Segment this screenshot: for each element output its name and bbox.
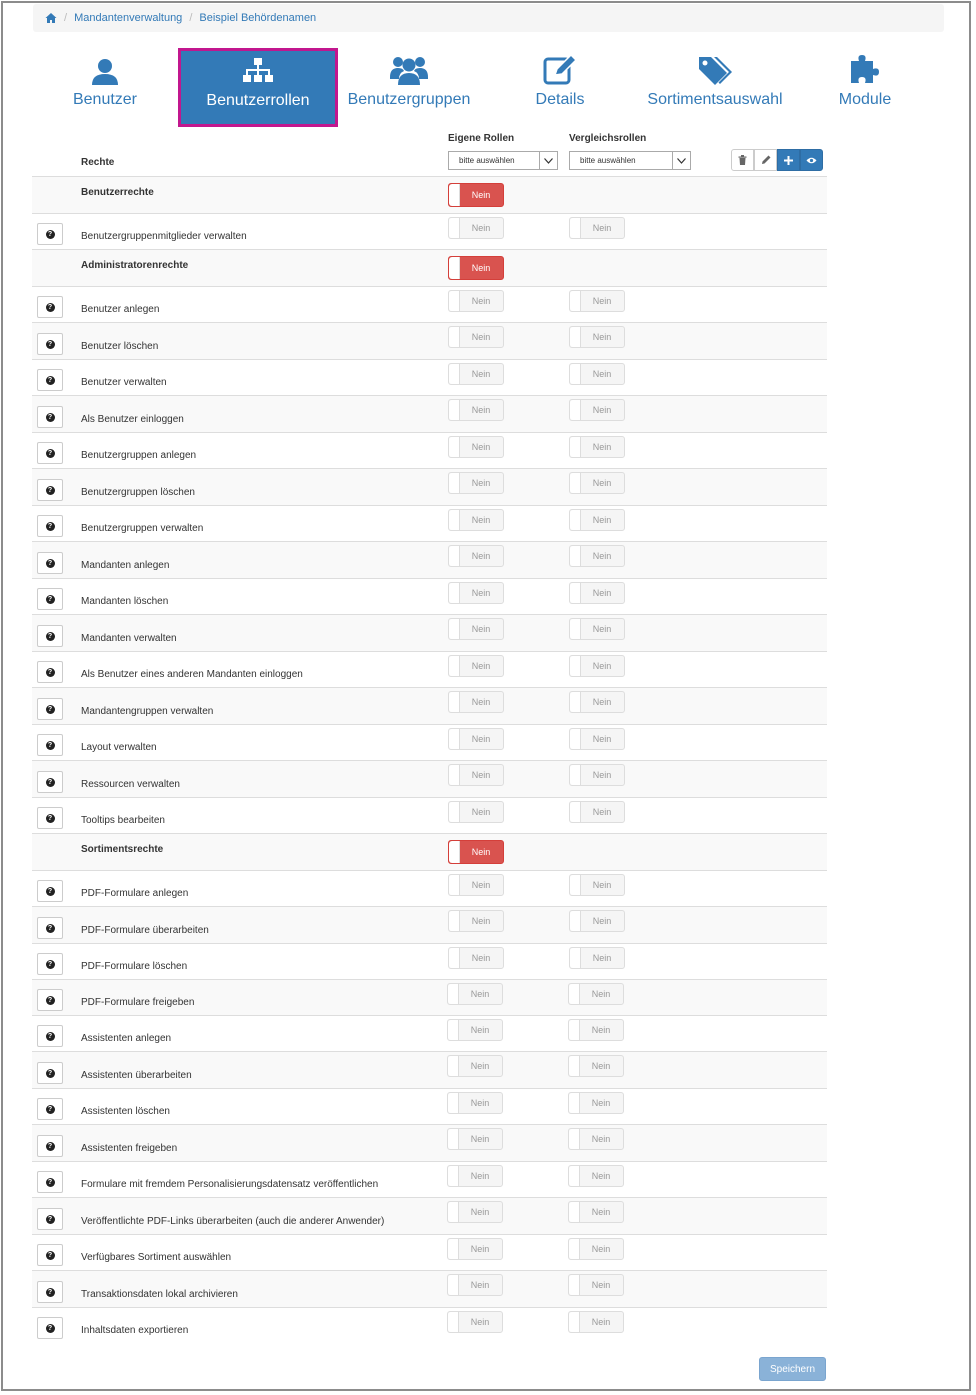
permissions-table [32, 176, 827, 1343]
sitemap-icon [242, 58, 274, 86]
permission-label: Verfügbares Sortiment auswählen [81, 1252, 232, 1263]
group-toggle[interactable] [448, 183, 504, 207]
toggle-label: Nein [471, 953, 491, 963]
toggle-label: Nein [592, 953, 612, 963]
eigene-rolle-toggle[interactable] [447, 1238, 503, 1260]
toggle-label: Nein [592, 624, 612, 634]
eigene-rolle-toggle[interactable] [448, 728, 504, 750]
permission-label: Benutzer verwalten [81, 377, 167, 388]
permission-label: Tooltips bearbeiten [81, 815, 165, 826]
question-circle-icon: ? [46, 1032, 55, 1041]
plus-icon [784, 156, 793, 165]
eigene-rolle-toggle[interactable] [447, 983, 503, 1005]
question-circle-icon: ? [46, 741, 55, 750]
tab-label: Benutzerrollen [206, 92, 310, 109]
permission-row [32, 943, 827, 979]
vergleichsrolle-toggle[interactable] [569, 618, 625, 640]
toggle-label: Nein [592, 369, 612, 379]
tab-benutzer[interactable] [50, 46, 160, 126]
add-role-button[interactable] [777, 149, 800, 171]
toggle-label: Nein [591, 1098, 611, 1108]
view-role-button[interactable] [800, 149, 823, 171]
vergleichsrollen-select[interactable] [569, 151, 691, 170]
toggle-label: Nein [592, 880, 612, 890]
eigene-rollen-select[interactable] [448, 151, 558, 170]
permission-label: Benutzer löschen [81, 341, 159, 352]
toggle-label: Nein [591, 1207, 611, 1217]
vergleichsrolle-toggle[interactable] [568, 1311, 624, 1333]
help-button[interactable] [37, 917, 63, 939]
eigene-rolle-toggle[interactable] [448, 582, 504, 604]
toggle-label: Nein [591, 1280, 611, 1290]
toggle-label: Nein [591, 1171, 611, 1181]
permission-row [32, 1197, 827, 1234]
permission-row [32, 213, 827, 249]
permission-label: Benutzergruppenmitglieder verwalten [81, 231, 247, 242]
eigene-rolle-toggle[interactable] [447, 1311, 503, 1333]
permission-label: Mandanten anlegen [81, 560, 170, 571]
user-icon [91, 57, 119, 85]
breadcrumb-link-mandantenverwaltung[interactable]: Mandantenverwaltung [74, 12, 183, 24]
permission-row [32, 1307, 827, 1343]
help-button[interactable] [37, 552, 63, 574]
vergleichsrolle-toggle[interactable] [569, 545, 625, 567]
toggle-label: Nein [471, 515, 491, 525]
permission-label: Benutzergruppen anlegen [81, 450, 197, 461]
vergleichsrolle-toggle[interactable] [568, 983, 624, 1005]
question-circle-icon: ? [46, 376, 55, 385]
eigene-rolle-toggle[interactable] [447, 1165, 503, 1187]
vergleichsrolle-toggle[interactable] [568, 1128, 624, 1150]
help-button[interactable] [37, 1171, 63, 1193]
toggle-label: Nein [471, 369, 491, 379]
permission-row [32, 1234, 827, 1270]
toggle-label: Nein [471, 223, 491, 233]
help-button[interactable] [37, 296, 63, 318]
permission-row [32, 286, 827, 322]
help-button[interactable] [37, 807, 63, 829]
permission-label: Assistenten überarbeiten [81, 1070, 192, 1081]
toggle-label: Nein [592, 807, 612, 817]
vergleichsrolle-toggle[interactable] [569, 691, 625, 713]
help-button[interactable] [37, 442, 63, 464]
toggle-label: Nein [592, 442, 612, 452]
toggle-label: Nein [592, 661, 612, 671]
toggle-label: Nein [592, 478, 612, 488]
group-toggle[interactable] [448, 840, 504, 864]
toggle-label: Nein [471, 624, 491, 634]
help-button[interactable] [37, 1281, 63, 1303]
permission-label: Als Benutzer eines anderen Mandanten einloggen [81, 669, 303, 680]
question-circle-icon: ? [46, 778, 55, 787]
tab-benutzerrollen[interactable] [178, 48, 338, 127]
help-button[interactable] [37, 1208, 63, 1230]
tab-label: Sortimentsauswahl [647, 91, 783, 108]
help-button[interactable] [37, 698, 63, 720]
vergleichsrolle-toggle[interactable] [568, 1238, 624, 1260]
question-circle-icon: ? [46, 887, 55, 896]
help-button[interactable] [37, 588, 63, 610]
toggle-label: Nein [470, 1207, 490, 1217]
permission-label: Formulare mit fremdem Personalisierungsdatensatz veröffentlichen [81, 1179, 379, 1190]
permission-label: Ressourcen verwalten [81, 779, 180, 790]
question-circle-icon: ? [46, 814, 55, 823]
toggle-label: Nein [470, 1244, 490, 1254]
permission-group-label: Sortimentsrechte [81, 844, 164, 855]
chevron-down-icon [539, 152, 557, 169]
tags-icon [697, 55, 733, 85]
eigene-rolle-toggle[interactable] [447, 1128, 503, 1150]
help-button[interactable] [37, 734, 63, 756]
toggle-label: Nein [471, 661, 491, 671]
permission-group-row [32, 833, 827, 870]
role-action-buttons [731, 149, 823, 171]
permission-row [32, 1124, 827, 1161]
puzzle-icon [849, 55, 881, 85]
question-circle-icon: ? [46, 705, 55, 714]
permission-label: PDF-Formulare löschen [81, 961, 188, 972]
vergleichsrolle-toggle[interactable] [569, 509, 625, 531]
permission-label: Mandanten verwalten [81, 633, 177, 644]
toggle-label: Nein [471, 190, 491, 200]
eigene-rolle-toggle[interactable] [447, 1201, 503, 1223]
toggle-label: Nein [470, 1061, 490, 1071]
tab-benutzergruppen[interactable] [340, 46, 478, 126]
question-circle-icon: ? [46, 1178, 55, 1187]
vergleichsrolle-toggle[interactable] [569, 399, 625, 421]
help-button[interactable] [37, 223, 63, 245]
vergleichsrolle-toggle[interactable] [569, 363, 625, 385]
eigene-rolle-toggle[interactable] [448, 764, 504, 786]
question-circle-icon: ? [46, 303, 55, 312]
eigene-rolle-toggle[interactable] [448, 874, 504, 896]
vergleichsrolle-toggle[interactable] [568, 1092, 624, 1114]
permission-label: Assistenten löschen [81, 1106, 170, 1117]
eigene-rolle-toggle[interactable] [448, 363, 504, 385]
permission-row [32, 578, 827, 614]
vergleichsrolle-toggle[interactable] [569, 326, 625, 348]
permission-label: PDF-Formulare freigeben [81, 997, 195, 1008]
chevron-down-icon [672, 152, 690, 169]
eigene-rolle-toggle[interactable] [448, 399, 504, 421]
permission-row [32, 760, 827, 797]
eigene-rolle-toggle[interactable] [448, 472, 504, 494]
toggle-label: Nein [591, 989, 611, 999]
toggle-label: Nein [592, 916, 612, 926]
permission-row [32, 979, 827, 1015]
toggle-label: Nein [592, 697, 612, 707]
select-value: bitte auswählen [580, 156, 636, 165]
question-circle-icon: ? [46, 960, 55, 969]
breadcrumb: / Mandantenverwaltung / Beispiel Behördenamen [33, 4, 944, 32]
toggle-label: Nein [471, 697, 491, 707]
toggle-label: Nein [471, 807, 491, 817]
nav-tabs [30, 46, 942, 130]
vergleichsrolle-toggle[interactable] [568, 1274, 624, 1296]
eigene-rolle-toggle[interactable] [448, 691, 504, 713]
eigene-rolle-toggle[interactable] [448, 217, 504, 239]
permission-label: PDF-Formulare anlegen [81, 888, 189, 899]
question-circle-icon: ? [46, 1105, 55, 1114]
question-circle-icon: ? [46, 924, 55, 933]
permission-row [32, 1270, 827, 1307]
permission-row [32, 541, 827, 578]
permission-label: Benutzergruppen verwalten [81, 523, 204, 534]
toggle-label: Nein [591, 1244, 611, 1254]
vergleichsrolle-toggle[interactable] [569, 764, 625, 786]
question-circle-icon: ? [46, 595, 55, 604]
toggle-label: Nein [471, 296, 491, 306]
eigene-rolle-toggle[interactable] [448, 436, 504, 458]
eigene-rolle-toggle[interactable] [448, 910, 504, 932]
permission-row [32, 797, 827, 833]
toggle-label: Nein [591, 1317, 611, 1327]
help-button[interactable] [37, 771, 63, 793]
eigene-rolle-toggle[interactable] [448, 801, 504, 823]
breadcrumb-link-behoerde[interactable]: Beispiel Behördenamen [199, 12, 317, 24]
toggle-label: Nein [471, 880, 491, 890]
home-icon[interactable] [45, 12, 57, 24]
question-circle-icon: ? [46, 230, 55, 239]
permission-label: Mandanten löschen [81, 596, 169, 607]
permission-label: Benutzer anlegen [81, 304, 160, 315]
eigene-rolle-toggle[interactable] [447, 1274, 503, 1296]
toggle-label: Nein [470, 1280, 490, 1290]
toggle-label: Nein [471, 405, 491, 415]
toggle-label: Nein [592, 588, 612, 598]
permission-group-row [32, 176, 827, 213]
vergleichsrolle-toggle[interactable] [569, 728, 625, 750]
permission-group-label: Benutzerrechte [81, 187, 154, 198]
permission-label: Als Benutzer einloggen [81, 414, 184, 425]
question-circle-icon: ? [46, 449, 55, 458]
vergleichsrolle-toggle[interactable] [569, 436, 625, 458]
permission-row [32, 1088, 827, 1124]
edit-icon [543, 55, 577, 85]
help-button[interactable] [37, 1098, 63, 1120]
vergleichsrolle-toggle[interactable] [569, 910, 625, 932]
eigene-rolle-toggle[interactable] [448, 655, 504, 677]
help-button[interactable] [37, 953, 63, 975]
eigene-rolle-toggle[interactable] [447, 1019, 503, 1041]
trash-icon [738, 155, 747, 165]
toggle-label: Nein [471, 551, 491, 561]
question-circle-icon: ? [46, 1142, 55, 1151]
toggle-label: Nein [471, 916, 491, 926]
vergleichsrolle-toggle[interactable] [569, 655, 625, 677]
permission-row [32, 1161, 827, 1197]
question-circle-icon: ? [46, 632, 55, 641]
permission-row [32, 432, 827, 468]
help-button[interactable] [37, 1317, 63, 1339]
toggle-label: Nein [470, 1134, 490, 1144]
edit-role-button[interactable] [754, 149, 777, 171]
vergleichsrolle-toggle[interactable] [569, 582, 625, 604]
toggle-label: Nein [592, 223, 612, 233]
tab-module[interactable] [820, 46, 910, 126]
toggle-label: Nein [591, 1061, 611, 1071]
permission-group-label: Administratorenrechte [81, 260, 189, 271]
toggle-label: Nein [592, 515, 612, 525]
help-button[interactable] [37, 515, 63, 537]
eigene-rolle-toggle[interactable] [447, 1055, 503, 1077]
vergleichsrolle-toggle[interactable] [568, 1019, 624, 1041]
toggle-label: Nein [470, 989, 490, 999]
toggle-label: Nein [471, 588, 491, 598]
help-button[interactable] [37, 1025, 63, 1047]
help-button[interactable] [37, 1244, 63, 1266]
help-button[interactable] [37, 625, 63, 647]
toggle-label: Nein [471, 332, 491, 342]
permission-row [32, 687, 827, 724]
permission-row [32, 1051, 827, 1088]
eigene-rolle-toggle[interactable] [448, 326, 504, 348]
permission-row [32, 359, 827, 395]
help-button[interactable] [37, 406, 63, 428]
vergleichsrolle-toggle[interactable] [568, 1165, 624, 1187]
toggle-label: Nein [471, 263, 491, 273]
vergleichsrolle-toggle[interactable] [569, 947, 625, 969]
question-circle-icon: ? [46, 996, 55, 1005]
tab-label: Module [838, 91, 892, 108]
tab-details[interactable] [510, 46, 610, 126]
help-button[interactable] [37, 989, 63, 1011]
permission-label: Veröffentlichte PDF-Links überarbeiten (auch die anderer Anwender) [81, 1216, 385, 1227]
permission-label: Benutzergruppen löschen [81, 487, 195, 498]
vergleichsrolle-toggle[interactable] [569, 874, 625, 896]
vergleichsrolle-toggle[interactable] [569, 290, 625, 312]
permission-row [32, 322, 827, 359]
permission-label: Layout verwalten [81, 742, 157, 753]
toggle-label: Nein [592, 332, 612, 342]
toggle-label: Nein [592, 296, 612, 306]
vergleichsrolle-toggle[interactable] [568, 1055, 624, 1077]
question-circle-icon: ? [46, 1251, 55, 1260]
permission-row [32, 1015, 827, 1051]
permission-label: PDF-Formulare überarbeiten [81, 925, 209, 936]
help-button[interactable] [37, 661, 63, 683]
toggle-label: Nein [470, 1098, 490, 1108]
permission-label: Mandantengruppen verwalten [81, 706, 214, 717]
toggle-label: Nein [470, 1317, 490, 1327]
help-button[interactable] [37, 369, 63, 391]
tab-label: Benutzer [72, 91, 138, 108]
permission-row [32, 870, 827, 906]
tab-label: Details [535, 91, 585, 108]
question-circle-icon: ? [46, 1288, 55, 1297]
toggle-label: Nein [591, 1025, 611, 1035]
question-circle-icon: ? [46, 522, 55, 531]
help-button[interactable] [37, 333, 63, 355]
permission-row [32, 395, 827, 432]
toggle-label: Nein [471, 847, 491, 857]
permission-row [32, 651, 827, 687]
toggle-label: Nein [471, 442, 491, 452]
vergleichsrolle-toggle[interactable] [569, 801, 625, 823]
eigene-rolle-toggle[interactable] [447, 1092, 503, 1114]
permission-label: Inhaltsdaten exportieren [81, 1325, 189, 1336]
toggle-label: Nein [471, 478, 491, 488]
group-toggle[interactable] [448, 256, 504, 280]
delete-role-button[interactable] [731, 149, 754, 171]
help-button[interactable] [37, 880, 63, 902]
eigene-rolle-toggle[interactable] [448, 545, 504, 567]
permission-row [32, 468, 827, 505]
eigene-rolle-toggle[interactable] [448, 290, 504, 312]
save-button[interactable]: Speichern [759, 1357, 826, 1381]
rechte-header: Rechte [81, 157, 115, 168]
vergleichsrolle-toggle[interactable] [568, 1201, 624, 1223]
toggle-label: Nein [470, 1171, 490, 1181]
help-button[interactable] [37, 1135, 63, 1157]
column-header-vergleichsrollen: Vergleichsrollen [569, 133, 647, 144]
toggle-label: Nein [592, 770, 612, 780]
question-circle-icon: ? [46, 559, 55, 568]
permission-row [32, 614, 827, 651]
permission-label: Transaktionsdaten lokal archivieren [81, 1289, 238, 1300]
help-button[interactable] [37, 1062, 63, 1084]
question-circle-icon: ? [46, 1324, 55, 1333]
permission-label: Assistenten freigeben [81, 1143, 178, 1154]
question-circle-icon: ? [46, 486, 55, 495]
permission-label: Assistenten anlegen [81, 1033, 172, 1044]
eigene-rolle-toggle[interactable] [448, 509, 504, 531]
eigene-rolle-toggle[interactable] [448, 947, 504, 969]
toggle-label: Nein [471, 770, 491, 780]
users-icon [390, 55, 428, 85]
tab-label: Benutzergruppen [347, 91, 471, 108]
select-value: bitte auswählen [459, 156, 515, 165]
question-circle-icon: ? [46, 668, 55, 677]
tab-sortimentsauswahl[interactable] [635, 46, 795, 126]
question-circle-icon: ? [46, 340, 55, 349]
eigene-rolle-toggle[interactable] [448, 618, 504, 640]
toggle-label: Nein [592, 734, 612, 744]
question-circle-icon: ? [46, 1215, 55, 1224]
permission-row [32, 906, 827, 943]
question-circle-icon: ? [46, 1069, 55, 1078]
toggle-label: Nein [591, 1134, 611, 1144]
vergleichsrolle-toggle[interactable] [569, 217, 625, 239]
pencil-icon [761, 155, 771, 165]
question-circle-icon: ? [46, 413, 55, 422]
vergleichsrolle-toggle[interactable] [569, 472, 625, 494]
permission-row [32, 505, 827, 541]
column-header-eigene-rollen: Eigene Rollen [448, 133, 515, 144]
eye-icon [806, 157, 817, 164]
permission-group-row [32, 249, 827, 286]
toggle-label: Nein [592, 405, 612, 415]
toggle-label: Nein [470, 1025, 490, 1035]
toggle-label: Nein [471, 734, 491, 744]
permission-row [32, 724, 827, 760]
toggle-label: Nein [592, 551, 612, 561]
help-button[interactable] [37, 479, 63, 501]
